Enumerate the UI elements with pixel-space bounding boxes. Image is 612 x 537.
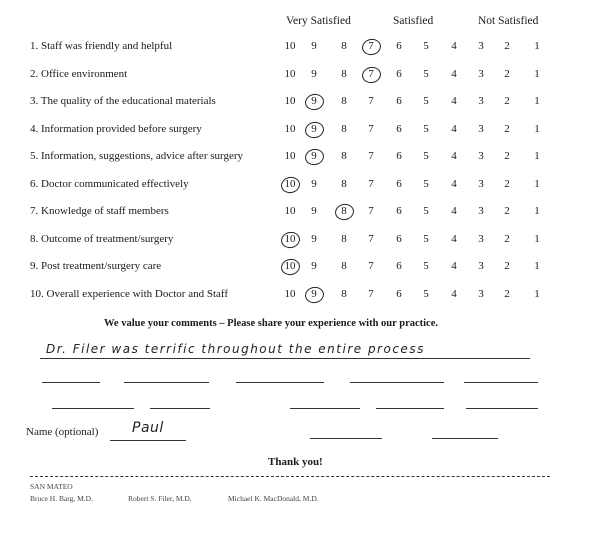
comment-line-3c [290, 408, 360, 409]
header-very-satisfied: Very Satisfied [286, 15, 351, 27]
rating-option-6[interactable]: 6 [396, 178, 402, 190]
rating-option-7[interactable]: 7 [368, 150, 374, 162]
rating-option-4[interactable]: 4 [451, 205, 457, 217]
rating-option-7[interactable]: 7 [368, 123, 374, 135]
rating-option-5[interactable]: 5 [423, 95, 429, 107]
rating-option-6[interactable]: 6 [396, 288, 402, 300]
rating-option-3[interactable]: 3 [478, 178, 484, 190]
rating-option-8[interactable]: 8 [341, 123, 347, 135]
rating-option-10[interactable]: 10 [284, 178, 296, 190]
rating-option-2[interactable]: 2 [504, 178, 510, 190]
rating-option-10[interactable]: 10 [284, 288, 296, 300]
rating-option-9[interactable]: 9 [311, 178, 317, 190]
footer-doctor-1: Bruce H. Barg, M.D. [30, 494, 93, 503]
rating-option-2[interactable]: 2 [504, 288, 510, 300]
rating-option-10[interactable]: 10 [284, 260, 296, 272]
rating-option-6[interactable]: 6 [396, 68, 402, 80]
rating-option-6[interactable]: 6 [396, 260, 402, 272]
rating-option-4[interactable]: 4 [451, 260, 457, 272]
rating-option-7[interactable]: 7 [368, 178, 374, 190]
question-label: 4. Information provided before surgery [30, 123, 202, 135]
rating-option-4[interactable]: 4 [451, 178, 457, 190]
rating-option-3[interactable]: 3 [478, 40, 484, 52]
rating-option-7[interactable]: 7 [368, 288, 374, 300]
question-label: 7. Knowledge of staff members [30, 205, 169, 217]
question-label: 6. Doctor communicated effectively [30, 178, 189, 190]
rating-option-1[interactable]: 1 [534, 40, 540, 52]
question-label: 8. Outcome of treatment/surgery [30, 233, 174, 245]
rating-option-10[interactable]: 10 [284, 40, 296, 52]
rating-option-1[interactable]: 1 [534, 205, 540, 217]
question-label: 2. Office environment [30, 68, 128, 80]
rating-option-6[interactable]: 6 [396, 95, 402, 107]
rating-option-8[interactable]: 8 [341, 233, 347, 245]
rating-option-4[interactable]: 4 [451, 95, 457, 107]
rating-option-6[interactable]: 6 [396, 40, 402, 52]
comment-line-2e [464, 382, 538, 383]
rating-option-7[interactable]: 7 [368, 205, 374, 217]
comment-line-2a [42, 382, 100, 383]
rating-option-5[interactable]: 5 [423, 205, 429, 217]
header-not-satisfied: Not Satisfied [478, 15, 539, 27]
footer-doctor-2: Robert S. Filer, M.D. [128, 494, 192, 503]
question-label: 1. Staff was friendly and helpful [30, 40, 173, 52]
rating-option-10[interactable]: 10 [284, 205, 296, 217]
rating-option-3[interactable]: 3 [478, 68, 484, 80]
footer-location: SAN MATEO [30, 482, 73, 491]
rating-option-9[interactable]: 9 [311, 150, 317, 162]
rating-option-2[interactable]: 2 [504, 205, 510, 217]
rating-option-8[interactable]: 8 [341, 68, 347, 80]
rating-option-9[interactable]: 9 [311, 123, 317, 135]
question-label: 3. The quality of the educational materials [30, 95, 216, 107]
rating-option-2[interactable]: 2 [504, 150, 510, 162]
rating-option-5[interactable]: 5 [423, 68, 429, 80]
rating-option-2[interactable]: 2 [504, 123, 510, 135]
rating-option-2[interactable]: 2 [504, 233, 510, 245]
rating-option-5[interactable]: 5 [423, 288, 429, 300]
rating-option-10[interactable]: 10 [284, 68, 296, 80]
comment-line-3a [52, 408, 134, 409]
rating-option-3[interactable]: 3 [478, 288, 484, 300]
rating-option-8[interactable]: 8 [341, 40, 347, 52]
rating-option-3[interactable]: 3 [478, 260, 484, 272]
rating-option-4[interactable]: 4 [451, 123, 457, 135]
rating-option-5[interactable]: 5 [423, 233, 429, 245]
rating-option-1[interactable]: 1 [534, 233, 540, 245]
rating-option-2[interactable]: 2 [504, 260, 510, 272]
rating-option-5[interactable]: 5 [423, 150, 429, 162]
rating-option-8[interactable]: 8 [341, 178, 347, 190]
comment-line-2b [124, 382, 209, 383]
question-label: 5. Information, suggestions, advice after surgery [30, 150, 244, 162]
question-label: 9. Post treatment/surgery care [30, 260, 162, 272]
rating-option-9[interactable]: 9 [311, 205, 317, 217]
rating-option-5[interactable]: 5 [423, 123, 429, 135]
comment-line-2d [350, 382, 444, 383]
comment-line-3e [466, 408, 538, 409]
rating-option-9[interactable]: 9 [311, 288, 317, 300]
header-satisfied: Satisfied [393, 15, 434, 27]
rating-option-4[interactable]: 4 [451, 68, 457, 80]
rating-option-7[interactable]: 7 [368, 40, 374, 52]
rating-option-1[interactable]: 1 [534, 123, 540, 135]
rating-option-2[interactable]: 2 [504, 95, 510, 107]
rating-option-2[interactable]: 2 [504, 68, 510, 80]
rating-option-6[interactable]: 6 [396, 233, 402, 245]
rating-option-9[interactable]: 9 [311, 95, 317, 107]
rating-option-5[interactable]: 5 [423, 260, 429, 272]
name-line [110, 440, 186, 441]
rating-option-5[interactable]: 5 [423, 178, 429, 190]
rating-option-3[interactable]: 3 [478, 150, 484, 162]
rating-option-10[interactable]: 10 [284, 233, 296, 245]
footer-rule [30, 476, 550, 477]
comment-handwriting: Dr. Filer was terrific throughout the entire process [46, 342, 425, 356]
rating-option-10[interactable]: 10 [284, 123, 296, 135]
rating-option-3[interactable]: 3 [478, 205, 484, 217]
rating-option-8[interactable]: 8 [341, 150, 347, 162]
name-signature: Paul [132, 420, 164, 436]
rating-option-2[interactable]: 2 [504, 40, 510, 52]
rating-option-6[interactable]: 6 [396, 123, 402, 135]
rating-option-1[interactable]: 1 [534, 178, 540, 190]
rating-option-7[interactable]: 7 [368, 233, 374, 245]
rating-option-7[interactable]: 7 [368, 260, 374, 272]
comment-line-2c [236, 382, 324, 383]
rating-option-1[interactable]: 1 [534, 288, 540, 300]
rating-option-9[interactable]: 9 [311, 233, 317, 245]
rating-option-8[interactable]: 8 [341, 95, 347, 107]
rating-option-3[interactable]: 3 [478, 95, 484, 107]
footer-doctor-3: Michael K. MacDonald, M.D. [228, 494, 319, 503]
rating-option-3[interactable]: 3 [478, 233, 484, 245]
rating-option-4[interactable]: 4 [451, 288, 457, 300]
comments-prompt: We value your comments – Please share your experience with our practice. [104, 318, 439, 329]
rating-option-1[interactable]: 1 [534, 68, 540, 80]
name-line-3 [432, 438, 498, 439]
rating-option-7[interactable]: 7 [368, 68, 374, 80]
rating-option-6[interactable]: 6 [396, 150, 402, 162]
rating-option-4[interactable]: 4 [451, 150, 457, 162]
comment-line-3d [376, 408, 444, 409]
comment-line-3b [150, 408, 210, 409]
rating-option-9[interactable]: 9 [311, 260, 317, 272]
rating-option-4[interactable]: 4 [451, 40, 457, 52]
rating-option-9[interactable]: 9 [311, 40, 317, 52]
rating-option-7[interactable]: 7 [368, 95, 374, 107]
rating-option-9[interactable]: 9 [311, 68, 317, 80]
rating-option-8[interactable]: 8 [341, 260, 347, 272]
rating-option-8[interactable]: 8 [341, 288, 347, 300]
rating-option-4[interactable]: 4 [451, 233, 457, 245]
thank-you: Thank you! [268, 456, 323, 468]
comment-line-1 [40, 358, 530, 359]
rating-option-10[interactable]: 10 [284, 95, 296, 107]
name-line-2 [310, 438, 382, 439]
rating-option-1[interactable]: 1 [534, 150, 540, 162]
question-label: 10. Overall experience with Doctor and Staff [30, 288, 229, 300]
rating-option-5[interactable]: 5 [423, 40, 429, 52]
rating-option-8[interactable]: 8 [341, 205, 347, 217]
rating-option-1[interactable]: 1 [534, 260, 540, 272]
rating-option-1[interactable]: 1 [534, 95, 540, 107]
rating-option-3[interactable]: 3 [478, 123, 484, 135]
rating-option-6[interactable]: 6 [396, 205, 402, 217]
name-label: Name (optional) [26, 426, 99, 438]
rating-option-10[interactable]: 10 [284, 150, 296, 162]
